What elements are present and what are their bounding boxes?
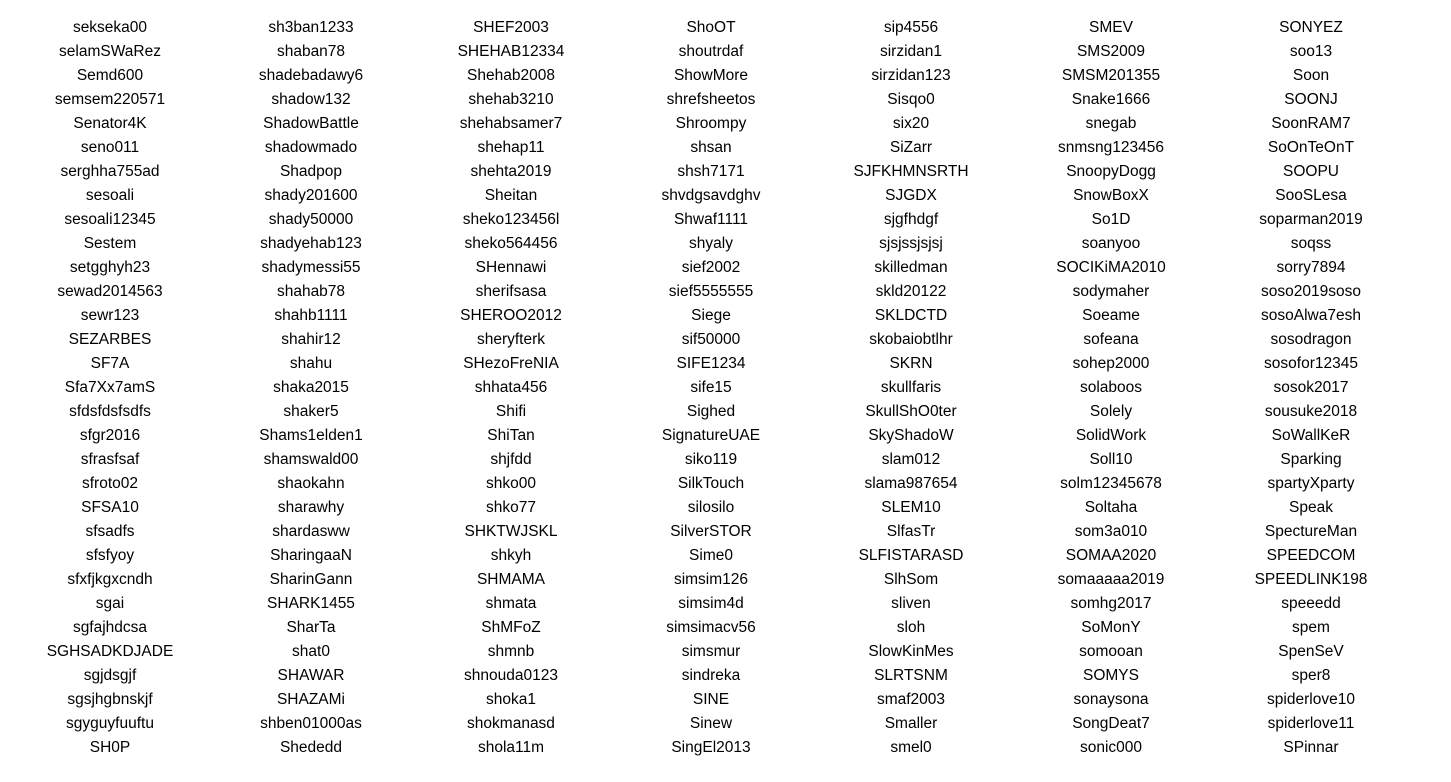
username-cell: sper8 [1291, 667, 1331, 684]
username-cell: shehabsamer7 [459, 115, 563, 132]
username-cell: sjgfhdgf [883, 211, 939, 228]
username-cell: SilkTouch [677, 475, 745, 492]
username-cell: ShoOT [686, 19, 736, 36]
username-cell: sh3ban1233 [268, 19, 354, 36]
username-cell: SnoopyDogg [1066, 163, 1156, 180]
username-cell: simsimacv56 [666, 619, 756, 636]
username-cell: sosok2017 [1273, 379, 1349, 396]
username-cell: speeedd [1281, 595, 1341, 612]
username-cell: SPinnar [1283, 739, 1339, 756]
username-cell: shamswald00 [263, 451, 359, 468]
username-cell: solaboos [1079, 379, 1143, 396]
username-cell: SiZarr [889, 139, 933, 156]
username-cell: SJFKHMNSRTH [853, 163, 969, 180]
username-cell: shehta2019 [470, 163, 552, 180]
username-cell: SOCIKiMA2010 [1056, 259, 1166, 276]
username-cell: shsan [690, 139, 732, 156]
username-cell: sloh [896, 619, 926, 636]
username-cell: Sparking [1280, 451, 1342, 468]
username-cell: SOMYS [1083, 667, 1139, 684]
username-cell: SOONJ [1284, 91, 1338, 108]
username-cell: sliven [891, 595, 931, 612]
username-cell: sgai [95, 595, 125, 612]
username-cell: sesoali12345 [64, 211, 156, 228]
username-cell: sfxfjkgxcndh [67, 571, 153, 588]
username-cell: somooan [1079, 643, 1143, 660]
username-cell: SlfasTr [886, 523, 936, 540]
username-cell: Senator4K [73, 115, 147, 132]
username-cell: SolidWork [1075, 427, 1147, 444]
username-cell: Sfa7Xx7amS [64, 379, 156, 396]
column-5 [811, 16, 1011, 760]
username-cell: SHEF2003 [473, 19, 549, 36]
username-cell: shaker5 [283, 403, 339, 420]
username-cell: somhg2017 [1070, 595, 1152, 612]
username-cell: SingEl2013 [671, 739, 751, 756]
username-cell: sgjdsgjf [83, 667, 137, 684]
username-cell: sharawhy [277, 499, 345, 516]
username-cell: SooSLesa [1275, 187, 1347, 204]
username-cell: soqss [1290, 235, 1332, 252]
username-cell: Siege [691, 307, 731, 324]
username-cell: SharTa [286, 619, 336, 636]
username-cell: SLEM10 [881, 499, 941, 516]
username-cell: shokmanasd [467, 715, 555, 732]
username-cell: sfroto02 [81, 475, 138, 492]
username-cell: sewad2014563 [57, 283, 163, 300]
username-cell: SkyShadoW [868, 427, 954, 444]
username-cell: sif50000 [681, 331, 741, 348]
username-cell: Speak [1289, 499, 1333, 516]
username-cell: shahb1111 [274, 307, 348, 324]
username-cell: Semd600 [76, 67, 144, 84]
username-cell: sfsfyoy [85, 547, 135, 564]
column-3 [411, 16, 611, 760]
username-cell: SHMAMA [476, 571, 546, 588]
username-cell: SLRTSNM [874, 667, 948, 684]
username-cell: soanyoo [1081, 235, 1141, 252]
username-cell: sesoali [85, 187, 135, 204]
username-cell: shoutrdaf [678, 43, 744, 60]
username-cell: SnowBoxX [1073, 187, 1149, 204]
username-cell: sousuke2018 [1264, 403, 1358, 420]
username-cell: sosoAlwa7esh [1261, 307, 1361, 324]
username-cell: SIFE1234 [676, 355, 746, 372]
username-cell: soparman2019 [1259, 211, 1363, 228]
username-cell: sodymaher [1072, 283, 1150, 300]
username-cell: SMS2009 [1076, 43, 1146, 60]
username-cell: Sinew [689, 715, 733, 732]
username-cell: sgsjhgbnskjf [67, 691, 153, 708]
username-cell: shady201600 [264, 187, 358, 204]
username-cell: sgyguyfuuftu [66, 715, 154, 732]
username-cell: shadow132 [271, 91, 351, 108]
username-cell: six20 [892, 115, 930, 132]
username-cell: spiderlove10 [1267, 691, 1355, 708]
username-cell: snmsng123456 [1058, 139, 1164, 156]
username-cell: sief2002 [681, 259, 741, 276]
username-cell: skobaiobtlhr [869, 331, 953, 348]
username-cell: SLFISTARASD [858, 547, 964, 564]
username-cell: simsim4d [678, 595, 744, 612]
username-cell: sife15 [690, 379, 732, 396]
username-cell: sewr123 [80, 307, 140, 324]
username-cell: SongDeat7 [1072, 715, 1150, 732]
username-cell: shyaly [689, 235, 733, 252]
username-cell: sief5555555 [668, 283, 754, 300]
username-cell: SilverSTOR [670, 523, 752, 540]
username-cell: shben01000as [260, 715, 362, 732]
username-cell: shaka2015 [273, 379, 349, 396]
username-cell: shadymessi55 [261, 259, 361, 276]
username-cell: shnouda0123 [464, 667, 558, 684]
username-cell: sherifsasa [475, 283, 547, 300]
username-cell: shehab3210 [468, 91, 554, 108]
username-cell: shko77 [486, 499, 536, 516]
username-cell: SlowKinMes [868, 643, 954, 660]
username-cell: sfrasfsaf [80, 451, 140, 468]
username-cell: SHKTWJSKL [464, 523, 558, 540]
username-cell: simsmur [681, 643, 741, 660]
username-cell: smel0 [890, 739, 932, 756]
username-cell: SHEROO2012 [460, 307, 562, 324]
username-cell: SPEEDCOM [1266, 547, 1356, 564]
username-cell: shehap11 [477, 139, 545, 156]
username-cell: Soeame [1082, 307, 1140, 324]
username-cell: soo13 [1289, 43, 1333, 60]
username-cell: sorry7894 [1276, 259, 1346, 276]
username-cell: shko00 [486, 475, 536, 492]
username-cell: Shadpop [279, 163, 343, 180]
username-cell: somaaaaa2019 [1057, 571, 1165, 588]
username-cell: ShadowBattle [263, 115, 359, 132]
username-cell: shadebadawy6 [258, 67, 364, 84]
username-cell: sekseka00 [72, 19, 148, 36]
username-cell: slam012 [881, 451, 941, 468]
column-7 [1211, 16, 1411, 760]
username-cell: SoWallKeR [1271, 427, 1351, 444]
username-cell: SONYEZ [1279, 19, 1343, 36]
username-cell: SpenSeV [1278, 643, 1344, 660]
username-cell: ShiTan [487, 427, 535, 444]
username-cell: ShowMore [673, 67, 749, 84]
username-cell: shardasww [272, 523, 350, 540]
username-cell: shadowmado [264, 139, 358, 156]
username-cell: Shededd [279, 739, 343, 756]
username-cell: SH0P [89, 739, 131, 756]
username-cell: slama987654 [864, 475, 958, 492]
username-cell: SpectureMan [1264, 523, 1358, 540]
username-cell: Snake1666 [1071, 91, 1151, 108]
column-4 [611, 16, 811, 760]
username-cell: SEZARBES [68, 331, 152, 348]
username-cell: som3a010 [1074, 523, 1148, 540]
username-cell: shola11m [477, 739, 545, 756]
username-cell: SoMonY [1081, 619, 1141, 636]
username-cell: seno011 [80, 139, 140, 156]
username-cell: sfsadfs [85, 523, 135, 540]
username-cell: sfdsfdsfsdfs [69, 403, 151, 420]
username-cell: snegab [1085, 115, 1137, 132]
username-cell: Sime0 [689, 547, 733, 564]
username-cell: siko119 [684, 451, 738, 468]
username-cell: shkyh [490, 547, 532, 564]
username-cell: SoOnTeOnT [1267, 139, 1355, 156]
username-cell: Sighed [686, 403, 736, 420]
username-cell: Shroompy [675, 115, 747, 132]
username-cell: sirzidan1 [879, 43, 943, 60]
username-cell: shhata456 [474, 379, 548, 396]
username-cell: SKLDCTD [874, 307, 948, 324]
username-cell: SharingaaN [270, 547, 352, 564]
username-cell: ShMFoZ [481, 619, 541, 636]
username-cell: SFSA10 [81, 499, 139, 516]
username-cell: Smaller [884, 715, 938, 732]
username-cell: shadyehab123 [260, 235, 362, 252]
username-cell: spartyXparty [1267, 475, 1355, 492]
username-cell: serghha755ad [60, 163, 160, 180]
username-cell: setgghyh23 [69, 259, 151, 276]
username-cell: So1D [1091, 211, 1131, 228]
username-cell: sheko564456 [464, 235, 558, 252]
username-cell: Sheitan [484, 187, 538, 204]
username-cell: skld20122 [875, 283, 947, 300]
username-cell: sjsjssjsjsj [879, 235, 943, 252]
username-cell: shmnb [487, 643, 535, 660]
username-cell: SHEHAB12334 [457, 43, 565, 60]
column-2 [211, 16, 411, 760]
username-cell: SignatureUAE [661, 427, 761, 444]
username-cell: Solely [1089, 403, 1133, 420]
username-cell: SGHSADKDJADE [46, 643, 174, 660]
username-cell: SlhSom [883, 571, 939, 588]
username-cell: shrefsheetos [666, 91, 756, 108]
username-cell: Shwaf1111 [673, 211, 749, 228]
username-cell: spem [1292, 619, 1330, 636]
username-cell: Shifi [495, 403, 527, 420]
username-cell: Soll10 [1089, 451, 1133, 468]
column-1 [10, 16, 210, 760]
username-cell: shjfdd [490, 451, 532, 468]
username-cell: sheryfterk [476, 331, 546, 348]
username-cell: sfgr2016 [79, 427, 141, 444]
username-cell: Sestem [83, 235, 137, 252]
username-cell: skullfaris [880, 379, 942, 396]
username-cell: shsh7171 [677, 163, 745, 180]
username-cell: SHARK1455 [267, 595, 355, 612]
username-cell: SOOPU [1283, 163, 1339, 180]
username-cell: SMEV [1089, 19, 1133, 36]
username-cell: shahab78 [276, 283, 346, 300]
username-cell: sgfajhdcsa [72, 619, 148, 636]
username-cell: soso2019soso [1261, 283, 1361, 300]
username-cell: shat0 [292, 643, 330, 660]
column-6 [1011, 16, 1211, 760]
username-cell: shaban78 [276, 43, 346, 60]
username-cell: SPEEDLINK198 [1254, 571, 1368, 588]
username-cell: smaf2003 [876, 691, 946, 708]
username-cell: shmata [485, 595, 537, 612]
username-cell: Sisqo0 [887, 91, 935, 108]
username-cell: SJGDX [885, 187, 937, 204]
username-cell: semsem220571 [54, 91, 166, 108]
username-cell: shady50000 [268, 211, 354, 228]
username-cell: SoonRAM7 [1271, 115, 1351, 132]
username-cell: SHennawi [475, 259, 547, 276]
username-cell: sosofor12345 [1264, 355, 1358, 372]
username-cell: SINE [692, 691, 730, 708]
username-cell: spiderlove11 [1267, 715, 1355, 732]
username-cell: SharinGann [269, 571, 353, 588]
username-cell: Shehab2008 [467, 67, 555, 84]
username-cell: Shams1elden1 [259, 427, 363, 444]
username-cell: SKRN [889, 355, 933, 372]
username-cell: shahu [289, 355, 333, 372]
username-cell: selamSWaRez [59, 43, 161, 60]
username-cell: skilledman [874, 259, 948, 276]
username-cell: shahir12 [281, 331, 341, 348]
username-cell: sofeana [1083, 331, 1139, 348]
username-cell: sosodragon [1270, 331, 1352, 348]
username-cell: sohep2000 [1072, 355, 1150, 372]
username-cell: SHezoFreNIA [463, 355, 559, 372]
username-cell: SF7A [90, 355, 130, 372]
username-cell: sirzidan123 [871, 67, 951, 84]
username-cell: sheko123456l [462, 211, 560, 228]
username-cell: SkullShO0ter [865, 403, 957, 420]
username-cell: Soltaha [1084, 499, 1138, 516]
username-cell: solm12345678 [1060, 475, 1162, 492]
username-cell: silosilo [687, 499, 735, 516]
username-cell: sip4556 [883, 19, 939, 36]
username-cell: Soon [1292, 67, 1330, 84]
username-cell: shvdgsavdghv [661, 187, 761, 204]
username-cell: shaokahn [277, 475, 345, 492]
username-cell: SMSM201355 [1061, 67, 1161, 84]
username-cell: SHAZAMi [276, 691, 346, 708]
username-cell: sindreka [681, 667, 741, 684]
username-cell: sonic000 [1079, 739, 1143, 756]
username-cell: SOMAA2020 [1065, 547, 1157, 564]
username-cell: simsim126 [673, 571, 749, 588]
username-cell: SHAWAR [277, 667, 345, 684]
username-cell: shoka1 [486, 691, 536, 708]
username-cell: sonaysona [1073, 691, 1149, 708]
